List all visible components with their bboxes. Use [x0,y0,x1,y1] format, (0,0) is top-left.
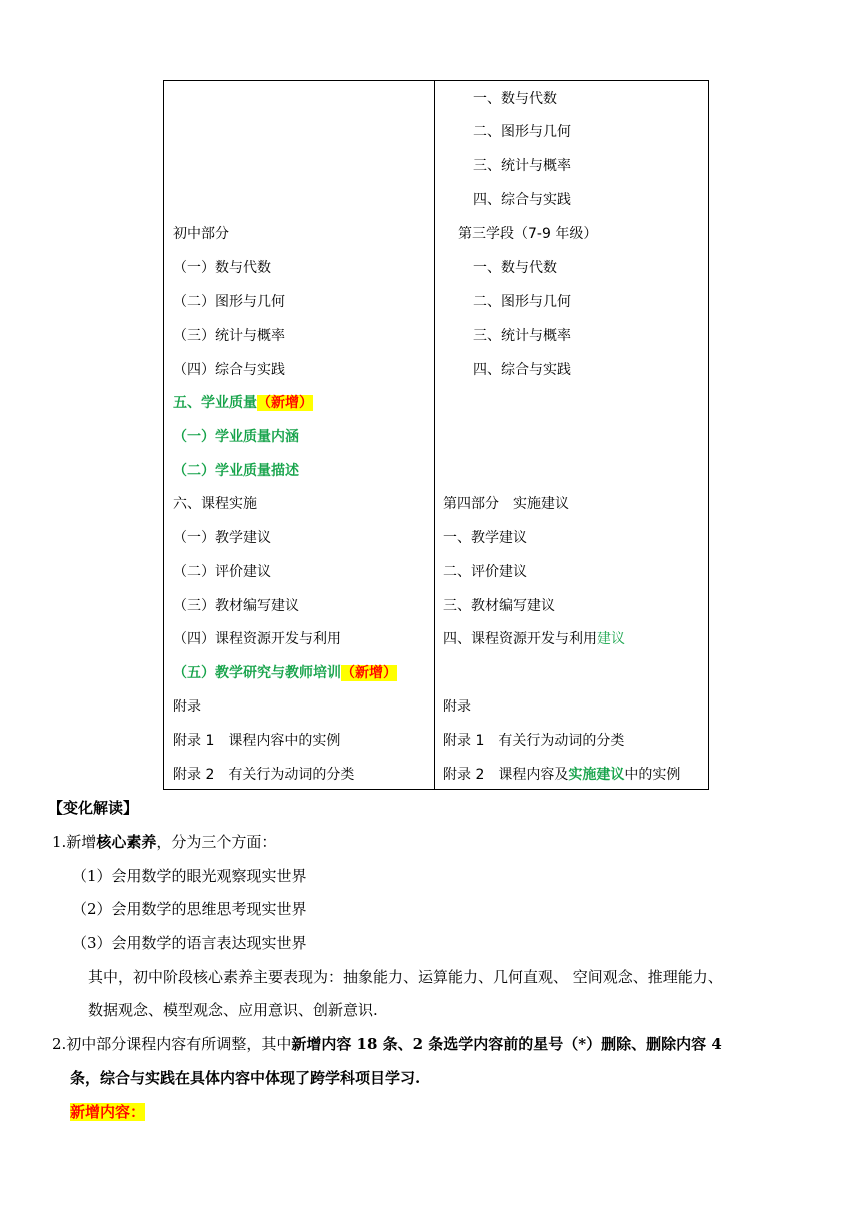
right-row-0: 一、数与代数 [473,91,557,107]
comparison-table [163,80,709,790]
paragraph-2-line-1 [52,1033,722,1055]
table-left-column [164,81,435,789]
left-row-8: 六、课程实施 [173,496,257,512]
right-row-1: 二、图形与几何 [473,124,571,140]
right-row-14: 附录 [443,699,471,715]
list-item: （2）会用数学的思维思考现实世界 [72,900,307,918]
right-row-8: 四、综合与实践 [473,362,571,378]
right-row-13 [443,629,625,649]
left-row-11: （三）教材编写建议 [173,598,299,614]
left-row-0: 初中部分 [173,226,229,242]
new-tag-badge: （新增） [341,665,397,681]
left-row-9: （一）教学建议 [173,530,271,546]
left-row-2: （二）图形与几何 [173,294,285,310]
right-row-2: 三、统计与概率 [473,158,571,174]
left-row-10: （二）评价建议 [173,564,271,580]
right-row-4: 第三学段（7-9 年级） [458,226,598,242]
right-row-12: 三、教材编写建议 [443,598,555,614]
paragraph-1 [52,831,276,853]
right-row-16-label: 附录 2 课程内容及 [443,767,569,783]
left-row-3: （三）统计与概率 [173,328,285,344]
right-row-5: 一、数与代数 [473,260,557,276]
note-line-2: 数据观念、模型观念、应用意识、创新意识. [88,1001,378,1019]
right-row-9: 第四部分 实施建议 [443,496,569,512]
left-row-5 [173,393,313,413]
right-row-16-highlight: 实施建议 [568,767,625,783]
right-row-15: 附录 1 有关行为动词的分类 [443,733,625,749]
paragraph-2-line-2: 条，综合与实践在具体内容中体现了跨学科项目学习. [70,1069,421,1087]
right-row-3: 四、综合与实践 [473,192,571,208]
right-row-10: 一、教学建议 [443,530,527,546]
list-item: （3）会用数学的语言表达现实世界 [72,934,307,952]
new-tag-badge: （新增） [257,395,313,411]
left-row-1: （一）数与代数 [173,260,271,276]
left-row-13-label: （五）教学研究与教师培训 [173,665,341,681]
left-row-14: 附录 [173,699,201,715]
right-row-16 [443,765,680,785]
left-row-7: （二）学业质量描述 [173,463,299,479]
paragraph-1-bold: 核心素养 [96,833,157,851]
paragraph-2-bold-1: 新增内容 18 条、2 条选学内容前的星号（*）删除、删除内容 4 [291,1035,722,1053]
section-title: 【变化解读】 [48,799,139,817]
note-line-1: 其中，初中阶段核心素养主要表现为：抽象能力、运算能力、几何直观、 空间观念、推理能力、 [88,968,723,986]
left-row-4: （四）综合与实践 [173,362,285,378]
right-row-13-label: 四、课程资源开发与利用 [443,631,597,647]
left-row-16: 附录 2 有关行为动词的分类 [173,767,355,783]
table-right-column [435,81,708,789]
left-row-12: （四）课程资源开发与利用 [173,631,341,647]
left-row-13 [173,663,397,683]
right-row-16-suffix: 中的实例 [624,767,681,783]
paragraph-2-prefix: 2.初中部分课程内容有所调整，其中 [52,1035,292,1053]
new-content-label [70,1101,145,1123]
left-row-5-label: 五、学业质量 [173,395,257,411]
list-item: （1）会用数学的眼光观察现实世界 [72,867,307,885]
right-row-11: 二、评价建议 [443,564,527,580]
paragraph-1-prefix: 1.新增 [52,833,97,851]
right-row-7: 三、统计与概率 [473,328,571,344]
right-row-13-suffix: 建议 [597,631,625,647]
paragraph-1-suffix: ，分为三个方面： [156,833,277,851]
new-content-highlight: 新增内容： [70,1103,146,1121]
left-row-15: 附录 1 课程内容中的实例 [173,733,341,749]
right-row-6: 二、图形与几何 [473,294,571,310]
left-row-6: （一）学业质量内涵 [173,429,299,445]
